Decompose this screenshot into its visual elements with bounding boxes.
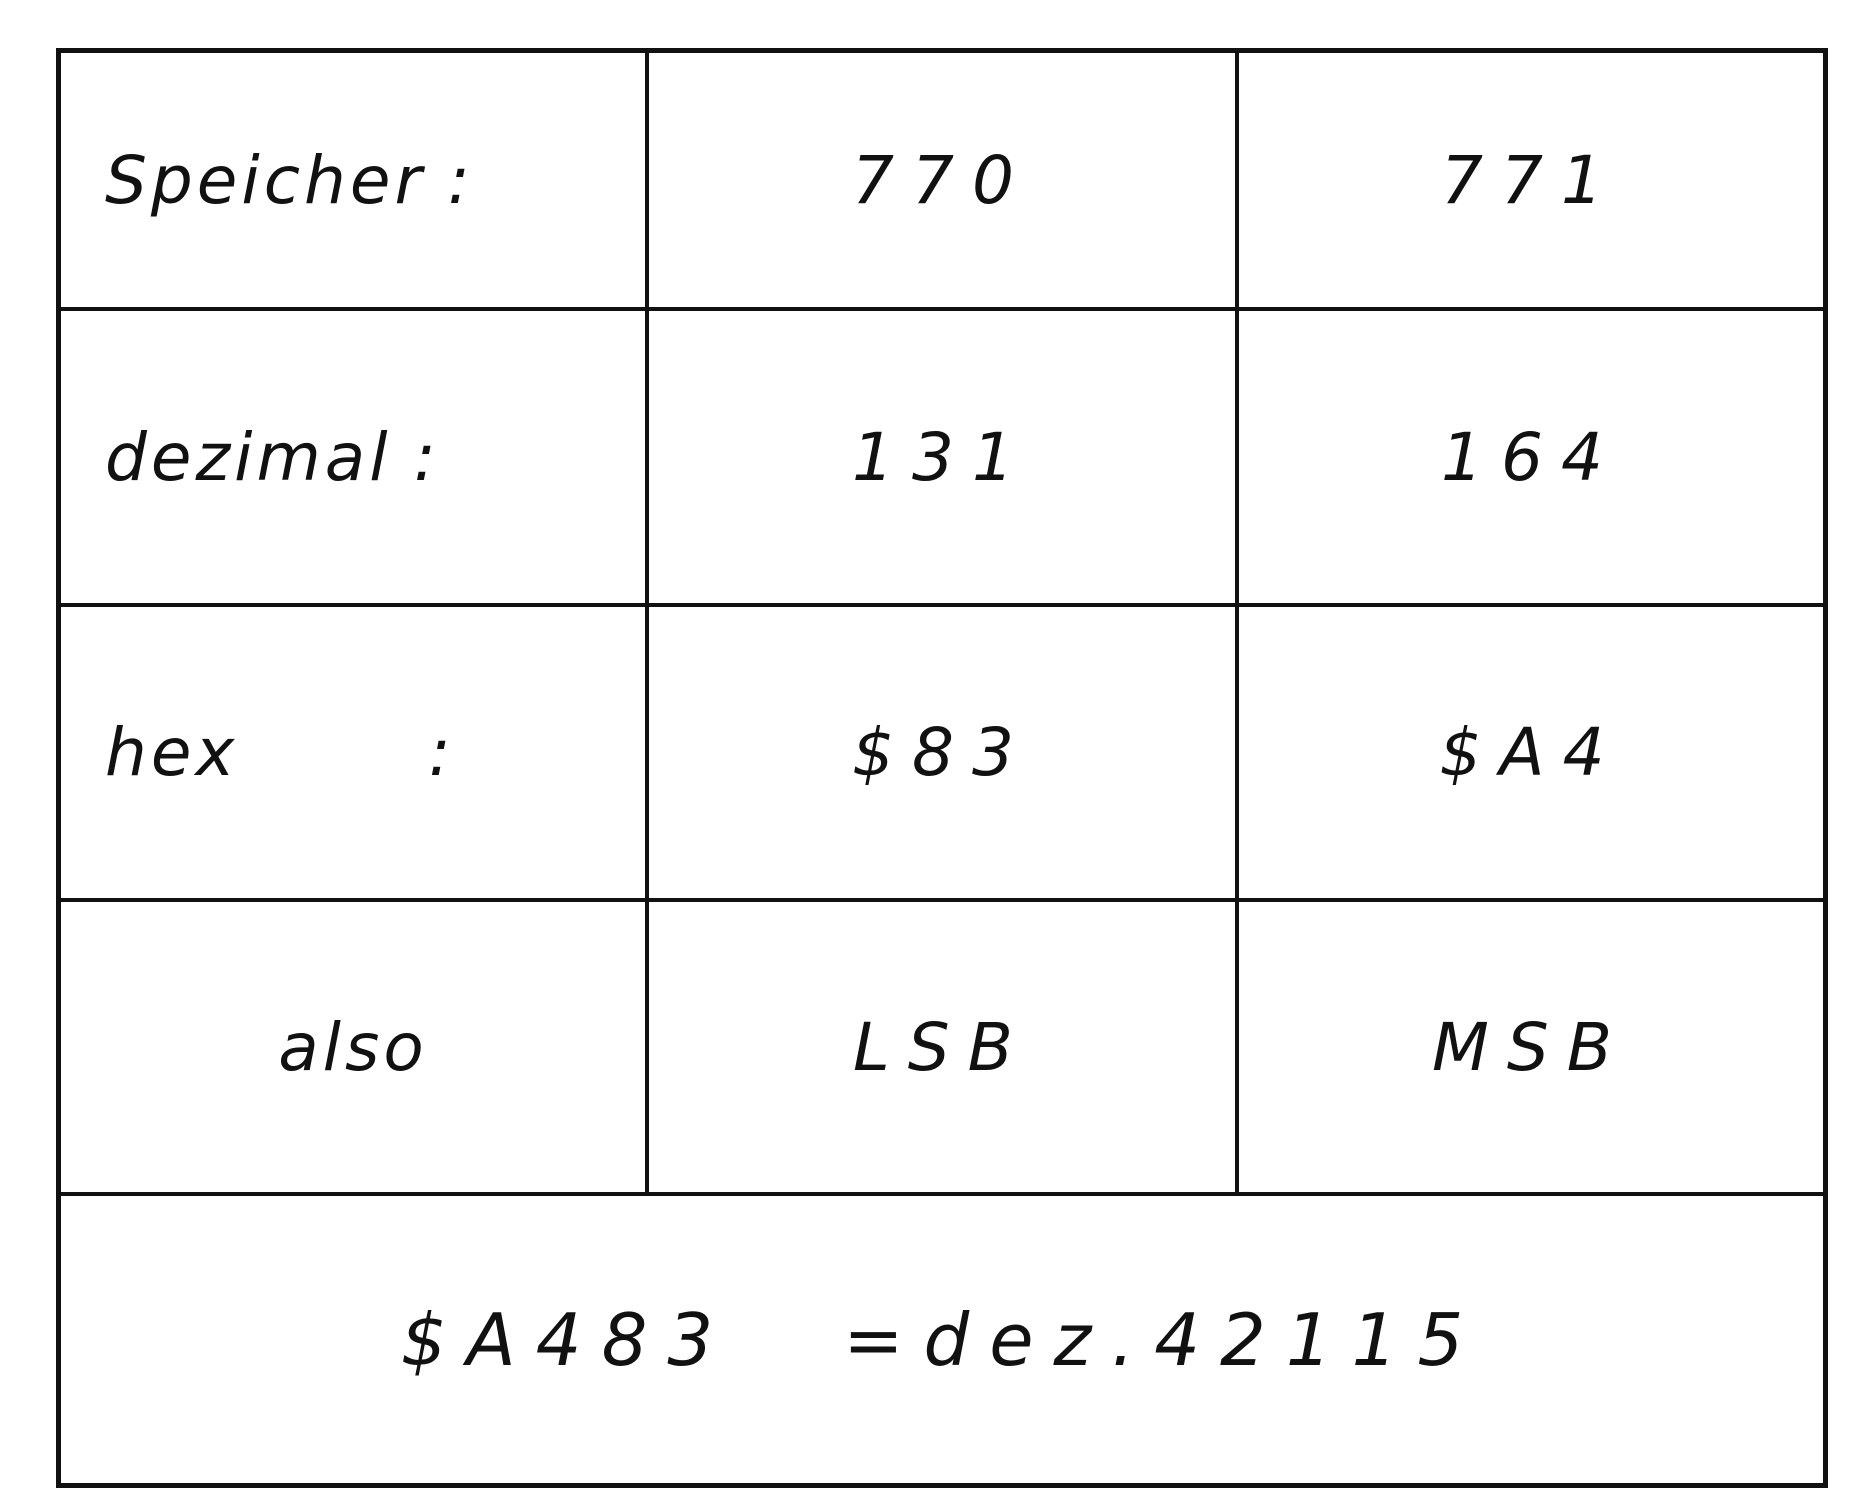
result-hex-value: $A483 <box>400 1297 734 1382</box>
cell-speicher-msb: 771 <box>1239 53 1823 311</box>
cell-dezimal-lsb: 131 <box>649 311 1239 607</box>
row-label-also: also <box>61 902 649 1196</box>
memory-conversion-table <box>56 48 1828 1488</box>
row-label-text: Speicher <box>105 141 426 219</box>
cell-also-msb: MSB <box>1239 902 1823 1196</box>
cell-speicher-lsb: 770 <box>649 53 1239 311</box>
row-label-hex <box>61 607 649 902</box>
row-label-colon: : <box>413 418 440 496</box>
row-label-speicher <box>61 53 649 311</box>
result-row <box>61 1196 1823 1483</box>
cell-dezimal-msb: 164 <box>1239 311 1823 607</box>
row-label-dezimal <box>61 311 649 607</box>
cell-hex-lsb: $83 <box>649 607 1239 902</box>
row-label-colon: : <box>428 714 455 791</box>
cell-hex-msb: $A4 <box>1239 607 1823 902</box>
cell-also-lsb: LSB <box>649 902 1239 1196</box>
row-label-colon: : <box>447 141 474 219</box>
result-equation: =dez.42115 <box>843 1297 1484 1382</box>
row-label-text: dezimal <box>105 418 392 496</box>
row-label-text: hex <box>105 714 239 791</box>
